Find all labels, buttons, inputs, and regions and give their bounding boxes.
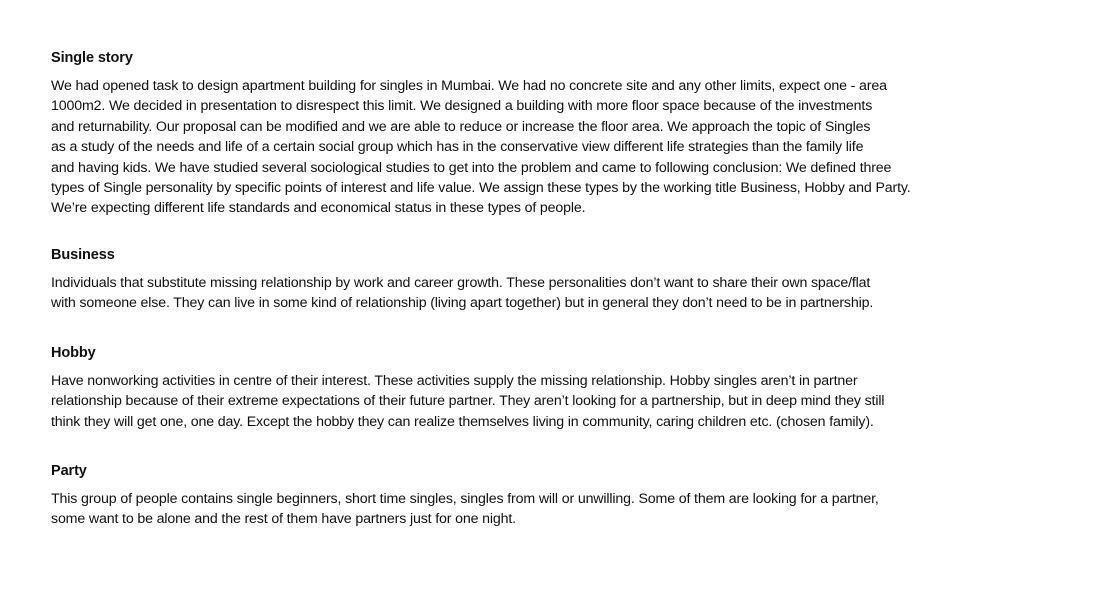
paragraph-line: We had opened task to design apartment building for singles in Mumbai. We had no concrete site and any other limits, expect one - area [51, 78, 887, 94]
section-heading: Hobby [51, 345, 96, 361]
section-paragraph [51, 273, 873, 314]
paragraph-line: with someone else. They can live in some kind of relationship (living apart together) but in general they don’t need to be in partnership. [51, 295, 874, 312]
paragraph-line: Have nonworking activities in centre of their interest. These activities supply the missing relationship. Hobby singles aren’t in partner [51, 373, 858, 389]
section-business [51, 245, 873, 314]
paragraph-line: relationship because of their extreme expectations of their future partner. They aren’t looking for a partnership, but in deep mind they still [51, 393, 885, 410]
section-heading: Business [51, 247, 115, 263]
section-single-story [51, 48, 911, 219]
paragraph-line: as a study of the needs and life of a certain social group which has in the conservative view different life strategies than the family life [51, 139, 864, 156]
section-heading: Party [51, 463, 87, 479]
paragraph-line: and returnability. Our proposal can be modified and we are able to reduce or increase the floor area. We approach the topic of Singles [51, 118, 871, 135]
section-paragraph [51, 489, 879, 530]
paragraph-line: types of Single personality by specific points of interest and life value. We assign these types by the working title Business, Hobby and Party. [51, 180, 911, 197]
paragraph-line: some want to be alone and the rest of them have partners just for one night. [51, 511, 516, 528]
section-paragraph [51, 371, 884, 432]
section-party [51, 461, 879, 530]
section-paragraph [51, 76, 911, 219]
paragraph-line: think they will get one, one day. Except the hobby they can realize themselves living in community, caring children etc. (chosen family). [51, 413, 874, 430]
paragraph-line: Individuals that substitute missing relationship by work and career growth. These personalities don’t want to share their own space/flat [51, 275, 871, 291]
paragraph-line: This group of people contains single beginners, short time singles, singles from will or unwilling. Some of them are looking for a partner, [51, 491, 879, 507]
paragraph-line: 1000m2. We decided in presentation to disrespect this limit. We designed a building with more floor space because of the investments [51, 98, 873, 115]
section-heading: Single story [51, 50, 133, 66]
section-hobby [51, 343, 884, 432]
paragraph-line: and having kids. We have studied several sociological studies to get into the problem and came to following conclusion: We defined three [51, 159, 892, 176]
paragraph-line: We’re expecting different life standards and economical status in these types of people. [51, 200, 586, 217]
